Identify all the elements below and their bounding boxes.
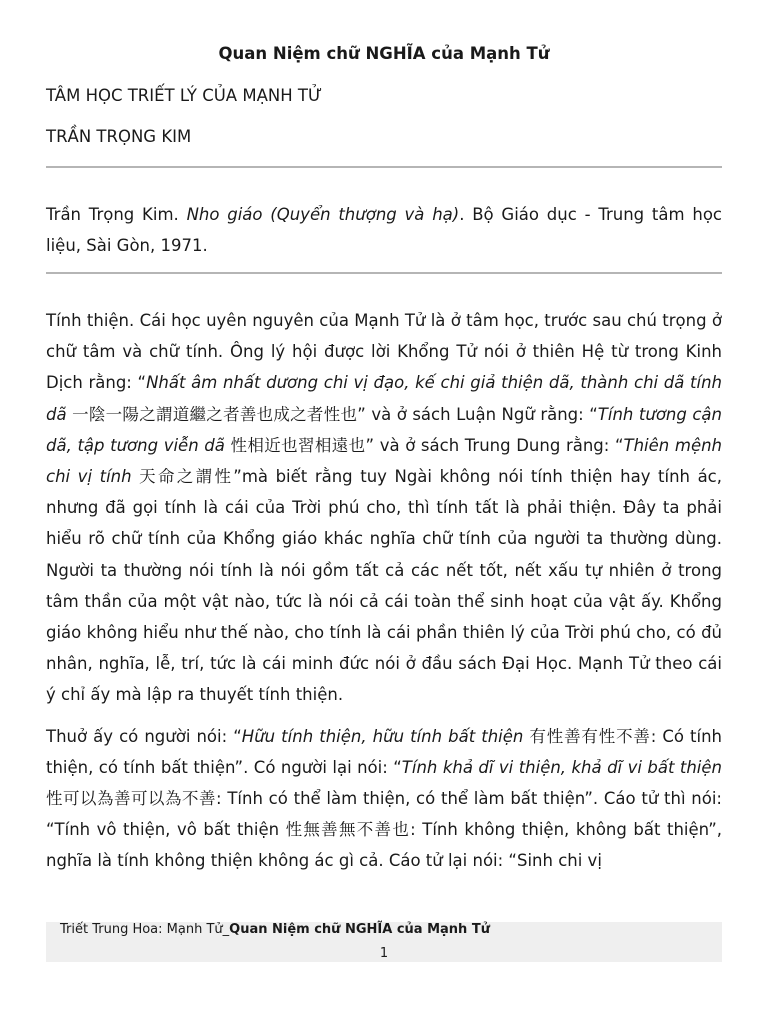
- citation-author: Trần Trọng Kim.: [46, 205, 187, 224]
- chinese-text: 有性善有性不善: [523, 726, 651, 746]
- text-run: : Có tính thiện, có tính bất thiện”. Có người lại nói: “: [46, 726, 722, 777]
- chinese-text: 天命之謂性: [131, 467, 234, 487]
- paragraph-2: [46, 721, 722, 877]
- text-run: ” và ở sách Trung Dung rằng: “: [365, 435, 624, 455]
- author-name: TRẦN TRỌNG KIM: [46, 127, 192, 146]
- footer-prefix: Triết Trung Hoa: Mạnh Tử_: [60, 922, 230, 937]
- footer-title: Quan Niệm chữ NGHĨA của Mạnh Tử: [229, 922, 490, 937]
- quote-italic: Tính khả dĩ vi thiện, khả dĩ vi bất thiện: [401, 757, 722, 777]
- chinese-text: 一陰一陽之謂道繼之者善也成之者性也: [66, 404, 358, 424]
- text-run: : Tính có thể làm thiện, có thể làm bất thiện”. Cáo tử thì nói: “Tính vô thiện, vô bất thiện 性無善無不善也: [46, 789, 722, 840]
- page-number: 1: [379, 946, 389, 961]
- quote-italic: Nhất âm nhất dương chi vị đạo, kế chi giả thiện dã, thành chi dã tính dã: [46, 373, 722, 424]
- page-footer: [46, 922, 722, 962]
- text-run: : Tính không thiện, không bất thiện”, nghĩa là tính không thiện không ác gì cả. Cáo tử lại nói: “Sinh chi vị: [46, 820, 722, 871]
- citation: [46, 199, 722, 261]
- chinese-text: 性相近也習相遠也: [224, 435, 366, 455]
- body-text: [46, 305, 722, 887]
- citation-work: Nho giáo (Quyển thượng và hạ): [186, 205, 460, 224]
- quote-italic: Tính tương cận dã, tập tương viễn dã: [46, 404, 723, 455]
- footer-label: [60, 922, 490, 937]
- divider-bottom: [46, 272, 722, 274]
- quote-italic: Thiên mệnh chi vị tính: [46, 435, 723, 487]
- text-run: Thuở ấy có người nói: “: [46, 726, 242, 746]
- section-heading: TÂM HỌC TRIẾT LÝ CỦA MẠNH TỬ: [46, 86, 323, 105]
- citation-publisher: . Bộ Giáo dục - Trung tâm học liệu, Sài Gòn, 1971.: [46, 205, 722, 255]
- text-run: Tính thiện. Cái học uyên nguyên của Mạnh Tử là ở tâm học, trước sau chú trọng ở chữ tâm và chữ tính. Ông lý hội được lời Khổng Tử nói ở thiên Hệ từ trong Kinh Dịch rằng: “: [46, 311, 722, 393]
- text-run: ”mà biết rằng tuy Ngài không nói tính thiện hay tính ác, nhưng đã gọi tính là cái của Trời phú cho, thì tính tất là phải thiện. Đây ta phải hiểu rõ chữ tính của Khổng giáo khác nghĩa chữ tính của người ta thường dùng. Người ta thường nói tính là nói gồm tất cả các nết tốt, nết xấu tự nhiên ở trong tâm thần của một vật nào, tức là nói cả cái toàn thể sinh hoạt của vật ấy. Khổng giáo không hiểu như thế nào, cho tính là cái phần thiên lý của Trời phú cho, có đủ nhân, nghĩa, lễ, trí, tức là cái minh đức nói ở đầu sách Đại Học. Mạnh Tử theo cái ý chỉ ấy mà lập ra thuyết tính thiện.: [46, 467, 722, 705]
- divider-top: [46, 166, 722, 168]
- text-run: ” và ở sách Luận Ngữ rằng: “: [357, 404, 598, 424]
- quote-italic: Hữu tính thiện, hữu tính bất thiện: [241, 726, 524, 746]
- paragraph-1: [46, 305, 722, 711]
- document-title: Quan Niệm chữ NGHĨA của Mạnh Tử: [218, 44, 550, 63]
- chinese-text: 性可以為善可以為不善: [46, 789, 217, 809]
